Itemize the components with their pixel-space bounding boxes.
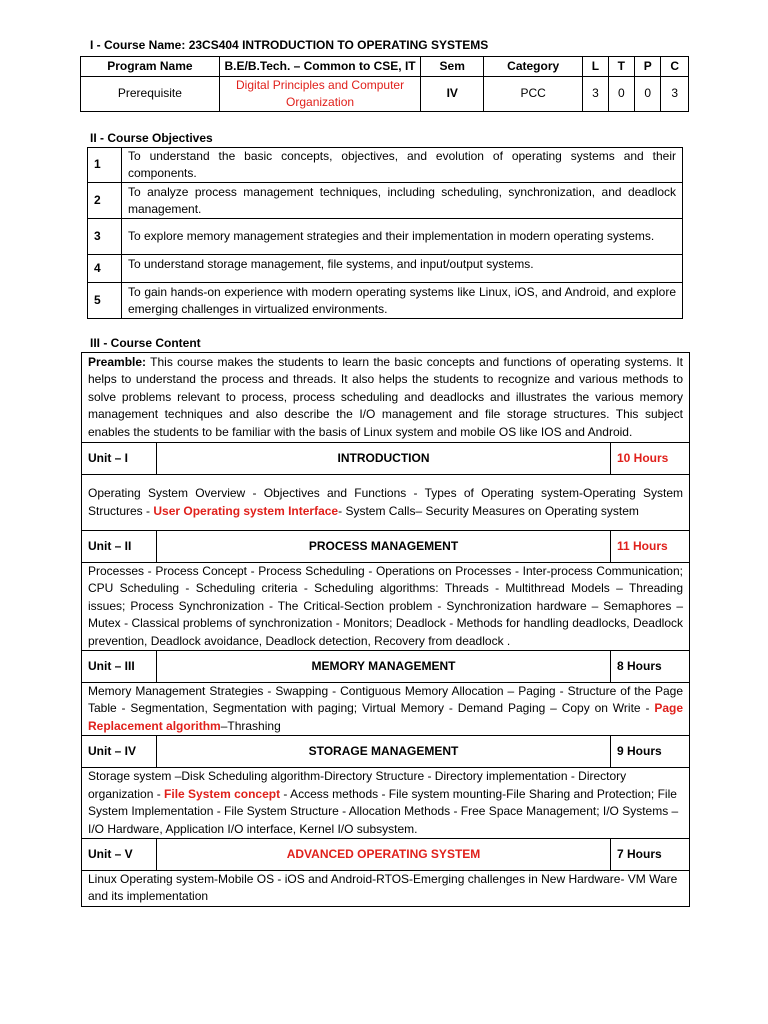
objective-row: [88, 148, 683, 183]
objective-text: To understand the basic concepts, objectives, and evolution of operating systems and their components.: [122, 148, 683, 183]
unit-label: Unit – V: [82, 838, 157, 870]
preamble-label: Preamble:: [88, 355, 147, 369]
unit-title: INTRODUCTION: [157, 443, 611, 475]
unit-title: STORAGE MANAGEMENT: [157, 736, 611, 768]
unit-header-row: [82, 443, 690, 475]
p-header: P: [635, 57, 661, 77]
unit-body: [82, 683, 690, 736]
objective-number: 5: [88, 283, 122, 319]
unit-body-highlight: Page Replacement algorithm: [88, 701, 683, 733]
unit-hours: 8 Hours: [611, 651, 690, 683]
sem-value: IV: [421, 77, 484, 112]
c-value: 3: [661, 77, 689, 112]
sem-header: Sem: [421, 57, 484, 77]
unit-hours: 9 Hours: [611, 736, 690, 768]
l-header: L: [583, 57, 608, 77]
preamble-text: This course makes the students to learn the basic concepts and functions of operating systems. It helps to understand the process and threads. It also helps the students to recognize and various methods to solve problems relevant to process, process scheduling and deadlocks and illustrates the various memory management techniques and also describe the I/O management and file storage structures. This subject enables the students to be familiar with the basis of Linux system and mobile OS like IOS and Android.: [88, 355, 683, 439]
course-info-table: [80, 56, 689, 112]
objectives-heading: II - Course Objectives: [90, 131, 213, 145]
objective-number: 3: [88, 219, 122, 255]
content-heading: III - Course Content: [90, 336, 201, 350]
unit-body: [82, 563, 690, 651]
objective-text: To analyze process management techniques, including scheduling, synchronization, and deadlock management.: [122, 183, 683, 219]
l-value: 3: [583, 77, 608, 112]
unit-body-text: Linux Operating system-Mobile OS - iOS and Android-RTOS-Emerging challenges in New Hardware- VM Ware and its implementation: [88, 871, 678, 904]
unit-body-text: Storage system –Disk Scheduling algorithm-Directory Structure - Directory implementation - Directory organization -: [88, 769, 627, 801]
unit-body-text: Operating System Overview - Objectives and Functions - Types of Operating system-Operating System Structures -: [88, 486, 683, 518]
objectives-table: [87, 147, 683, 319]
unit-title: MEMORY MANAGEMENT: [157, 651, 611, 683]
unit-body-highlight: User Operating system Interface: [153, 503, 339, 518]
course-name-heading: I - Course Name: 23CS404 INTRODUCTION TO OPERATING SYSTEMS: [90, 38, 489, 52]
unit-header-row: [82, 531, 690, 563]
unit-title: ADVANCED OPERATING SYSTEM: [157, 838, 611, 870]
course-content-table: [81, 352, 690, 907]
unit-header-row: [82, 651, 690, 683]
unit-body: [82, 870, 690, 906]
unit-header-row: [82, 838, 690, 870]
objective-row: [88, 283, 683, 319]
prerequisite-value: Digital Principles and Computer Organization: [219, 77, 421, 112]
unit-body-highlight: File System concept: [164, 786, 281, 801]
unit-hours: 7 Hours: [611, 838, 690, 870]
t-header: T: [608, 57, 634, 77]
program-value: B.E/B.Tech. – Common to CSE, IT: [219, 57, 421, 77]
objective-number: 2: [88, 183, 122, 219]
prerequisite-label: Prerequisite: [81, 77, 220, 112]
unit-body-text: Memory Management Strategies - Swapping - Contiguous Memory Allocation – Paging - Structure of the Page Table - Segmentation, Segmentation with paging; Virtual Memory - Demand Paging – Copy on Write -: [88, 684, 683, 716]
objective-row: [88, 255, 683, 283]
course-info-header-row: [81, 57, 689, 77]
program-name-header: Program Name: [81, 57, 220, 77]
unit-body-row: [82, 683, 690, 736]
unit-body-row: [82, 870, 690, 906]
unit-body-text: - System Calls– Security Measures on Operating system: [338, 503, 639, 518]
objective-number: 1: [88, 148, 122, 183]
unit-body-row: [82, 563, 690, 651]
unit-body-text: –Thrashing: [220, 718, 281, 733]
unit-hours: 11 Hours: [611, 531, 690, 563]
preamble-row: [82, 353, 690, 443]
course-info-value-row: [81, 77, 689, 112]
unit-body-text: - Access methods - File system mounting-File Sharing and Protection; File System Implementation - File System Structure - Allocation Methods - Free Space Management; I/O Systems – I/O Hardware, Application I/O interface, Kernel I/O subsystem.: [88, 786, 679, 836]
objective-text: To explore memory management strategies and their implementation in modern operating systems.: [122, 219, 683, 255]
unit-body-row: [82, 768, 690, 839]
unit-body: [82, 475, 690, 531]
unit-label: Unit – II: [82, 531, 157, 563]
unit-label: Unit – III: [82, 651, 157, 683]
category-value: PCC: [484, 77, 583, 112]
p-value: 0: [635, 77, 661, 112]
preamble-cell: [82, 353, 690, 443]
objective-number: 4: [88, 255, 122, 283]
unit-body-text: Processes - Process Concept - Process Scheduling - Operations on Processes - Inter-process Communication; CPU Scheduling - Scheduling criteria - Scheduling algorithms: Threads - Multithread Models – Threading issues; Process Synchronization - The Critical-Section problem - Synchronization hardware – Semaphores – Mutex - Classical problems of synchronization - Monitors; Deadlock - Methods for handling deadlocks, Deadlock prevention, Deadlock avoidance, Deadlock detection, Recovery from deadlock .: [88, 564, 683, 648]
unit-header-row: [82, 736, 690, 768]
objective-text: To gain hands-on experience with modern operating systems like Linux, iOS, and Android, and explore emerging challenges in virtualized environments.: [122, 283, 683, 319]
unit-body-row: [82, 475, 690, 531]
unit-label: Unit – IV: [82, 736, 157, 768]
c-header: C: [661, 57, 689, 77]
unit-label: Unit – I: [82, 443, 157, 475]
unit-title: PROCESS MANAGEMENT: [157, 531, 611, 563]
objective-text: To understand storage management, file systems, and input/output systems.: [122, 255, 683, 283]
objective-row: [88, 183, 683, 219]
objective-row: [88, 219, 683, 255]
category-header: Category: [484, 57, 583, 77]
t-value: 0: [608, 77, 634, 112]
unit-body: [82, 768, 690, 839]
unit-hours: 10 Hours: [611, 443, 690, 475]
